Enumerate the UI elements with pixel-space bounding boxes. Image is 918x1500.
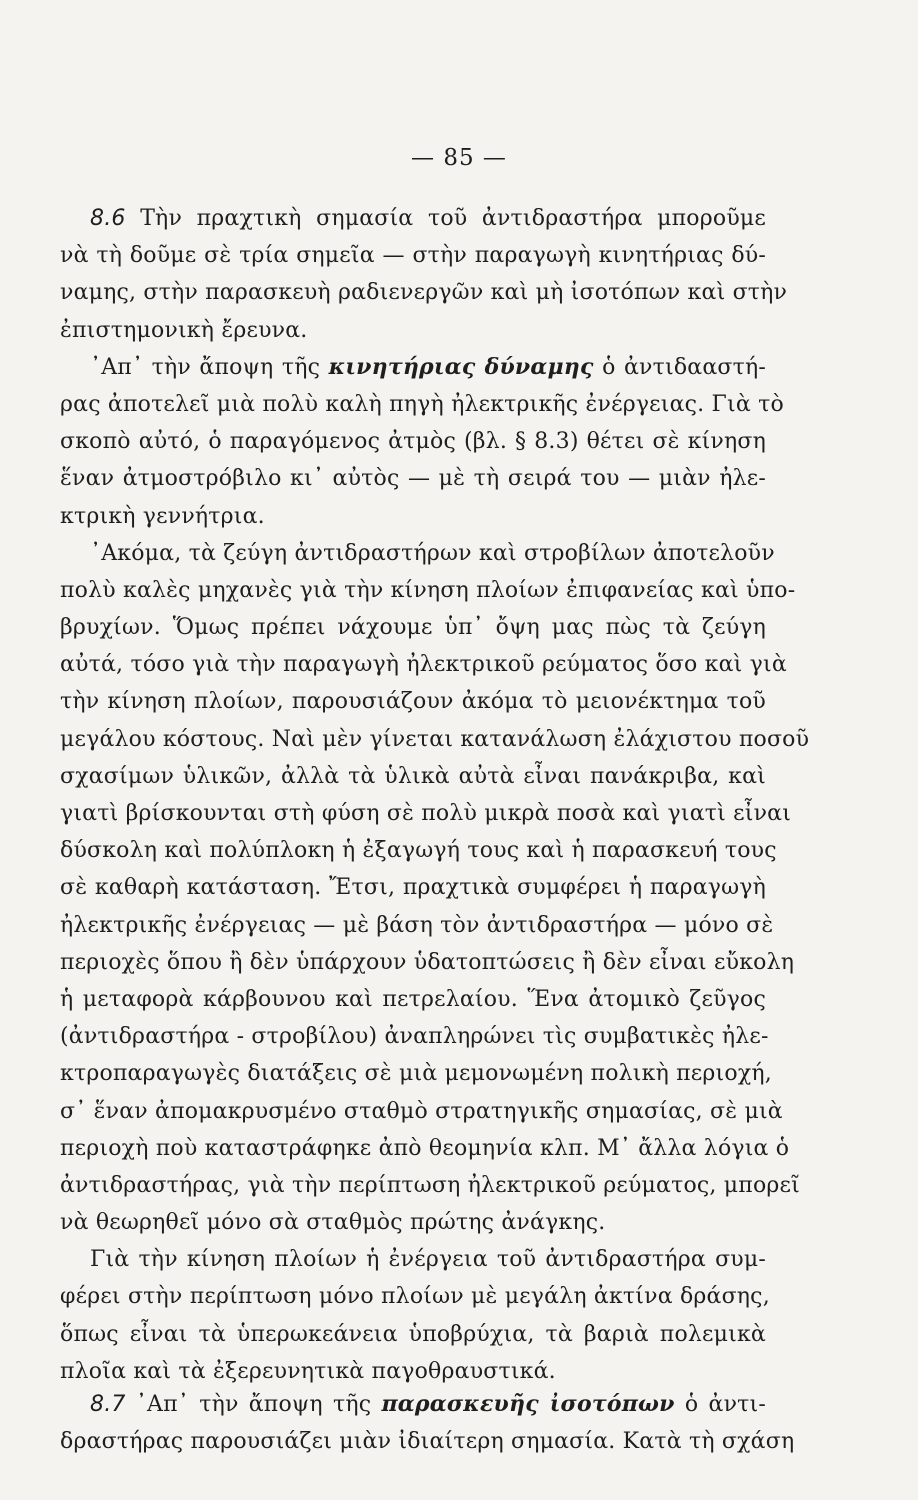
text-line: σὲ καθαρὴ κατάσταση. Ἔτσι, πραχτικὰ συμφέρει ἡ παραγωγὴ [60, 875, 766, 901]
text-line: περιοχὲς ὅπου ἢ δὲν ὑπάρχουν ὑδατοπτώσεις ἢ δὲν εἶναι εὔκολη [60, 949, 795, 975]
section-number: 8.7 [90, 1392, 126, 1417]
text-line: βρυχίων. Ὅμως πρέπει νάχουμε ὑπ᾿ ὄψη μας πὼς τὰ ζεύγη [60, 615, 766, 641]
text-line: 8.7 ᾿Απ᾿ τὴν ἄποψη τῆς παρασκευῆς ἰσοτόπων ὁ ἀντι- [90, 1391, 766, 1417]
text-line: ἐπιστημονικὴ ἔρευνα. [60, 317, 308, 343]
text-line: μεγάλου κόστους. Ναὶ μὲν γίνεται κατανάλωση ἐλάχιστου ποσοῦ [60, 726, 810, 752]
text-line: σκοπὸ αὐτό, ὁ παραγόμενος ἀτμὸς (βλ. § 8.3) θέτει σὲ κίνηση [60, 429, 766, 455]
section-number: 8.6 [90, 206, 126, 231]
text-line: σχασίμων ὑλικῶν, ἀλλὰ τὰ ὑλικὰ αὐτὰ εἶναι πανάκριβα, καὶ [60, 763, 766, 789]
text-line: Γιὰ τὴν κίνηση πλοίων ἡ ἐνέργεια τοῦ ἀντιδραστήρα συμ- [90, 1247, 766, 1273]
text-line: αὐτά, τόσο γιὰ τὴν παραγωγὴ ἠλεκτρικοῦ ρεύματος ὅσο καὶ γιὰ [60, 652, 787, 678]
text-line: πολὺ καλὲς μηχανὲς γιὰ τὴν κίνηση πλοίων ἐπιφανείας καὶ ὑπο- [60, 577, 796, 603]
text-line: (ἀντιδραστήρα - στροβίλου) ἀναπληρώνει τὶς συμβατικὲς ἠλε- [60, 1024, 769, 1050]
text-line: κτροπαραγωγὲς διατάξεις σὲ μιὰ μεμονωμένη πολικὴ περιοχή, [60, 1061, 772, 1087]
text-line: ἀντιδραστήρας, γιὰ τὴν περίπτωση ἠλεκτρικοῦ ρεύματος, μπορεῖ [60, 1172, 800, 1198]
text-line: ναμης, στὴν παρασκευὴ ραδιενεργῶν καὶ μὴ ἰσοτόπων καὶ στὴν [60, 280, 788, 306]
text-line: νὰ τὴ δοῦμε σὲ τρία σημεῖα — στὴν παραγωγὴ κινητήριας δύ- [60, 243, 766, 269]
text-line: σ᾿ ἕναν ἀπομακρυσμένο σταθμὸ στρατηγικῆς σημασίας, σὲ μιὰ [60, 1098, 783, 1124]
text-line: δραστήρας παρουσιάζει μιὰν ἰδιαίτερη σημασία. Κατὰ τὴ σχάση [60, 1429, 795, 1455]
text-line: δύσκολη καὶ πολύπλοκη ἡ ἐξαγωγή τους καὶ ἡ παρασκευή τους [60, 838, 777, 864]
text-line: φέρει στὴν περίπτωση μόνο πλοίων μὲ μεγάλη ἀκτίνα δράσης, [60, 1284, 770, 1310]
section-8-6 [60, 200, 810, 1390]
text-line: ὅπως εἶναι τὰ ὑπερωκεάνεια ὑποβρύχια, τὰ βαριὰ πολεμικὰ [60, 1321, 766, 1347]
text-line: 8.6 Τὴν πραχτικὴ σημασία τοῦ ἀντιδραστήρα μποροῦμε [90, 206, 766, 231]
text-line: πλοῖα καὶ τὰ ἐξερευνητικὰ παγοθραυστικά. [60, 1358, 556, 1384]
text-line: γιατὶ βρίσκουνται στὴ φύση σὲ πολὺ μικρὰ ποσὰ καὶ γιατὶ εἶναι [60, 801, 792, 826]
emphasis-term: κινητήριας δύναμης [328, 353, 594, 380]
text-line: νὰ θεωρηθεῖ μόνο σὰ σταθμὸς πρώτης ἀνάγκης. [60, 1210, 606, 1236]
text-line: ρας ἀποτελεῖ μιὰ πολὺ καλὴ πηγὴ ἠλεκτρικῆς ἐνέργειας. Γιὰ τὸ [60, 391, 784, 417]
text-line: κτρικὴ γεννήτρια. [60, 503, 265, 529]
text-line: περιοχὴ ποὺ καταστράφηκε ἀπὸ θεομηνία κλπ. Μ᾿ ἄλλα λόγια ὁ [60, 1135, 790, 1161]
emphasis-term: παρασκευῆς ἰσοτόπων [381, 1391, 675, 1417]
text-line: ἕναν ἀτμοστρόβιλο κι᾿ αὐτὸς — μὲ τὴ σειρά του — μιὰν ἠλε- [60, 466, 766, 492]
text-line: ᾿Ακόμα, τὰ ζεύγη ἀντιδραστήρων καὶ στροβίλων ἀποτελοῦν [90, 540, 775, 566]
text-line: ᾿Απ᾿ τὴν ἄποψη τῆς κινητήριας δύναμης ὁ ἀντιδααστή- [90, 353, 766, 380]
section-8-7 [60, 1386, 795, 1460]
page-number: — 85 — [411, 145, 507, 171]
text-line: ἡ μεταφορὰ κάρβουνου καὶ πετρελαίου. Ἕνα ἀτομικὸ ζεῦγος [60, 986, 766, 1012]
text-line: ἠλεκτρικῆς ἐνέργειας — μὲ βάση τὸν ἀντιδραστήρα — μόνο σὲ [60, 912, 774, 938]
text-line: τὴν κίνηση πλοίων, παρουσιάζουν ἀκόμα τὸ μειονέκτημα τοῦ [60, 689, 766, 715]
